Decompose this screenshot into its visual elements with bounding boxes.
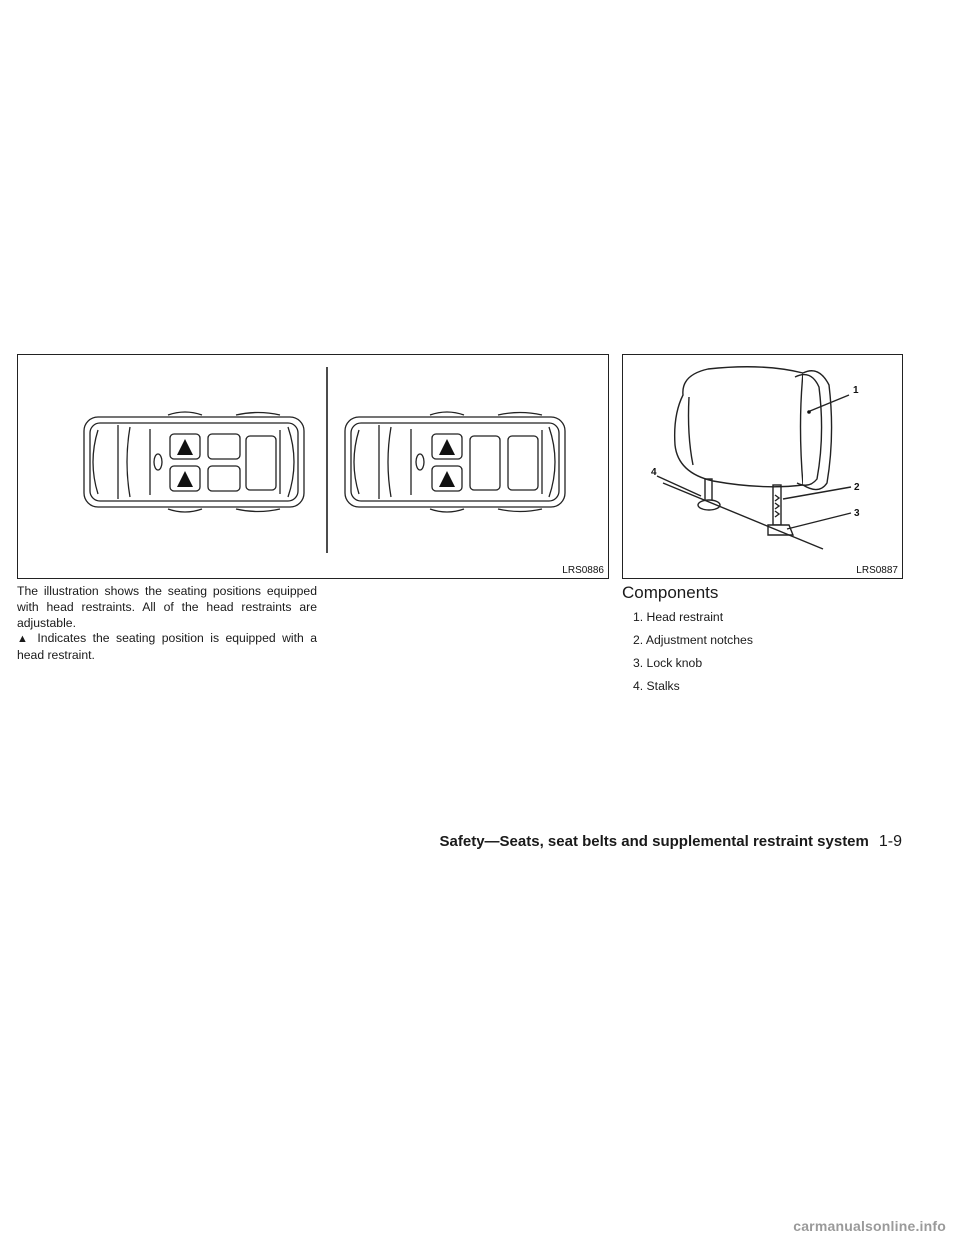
list-item: 4. Stalks [633,679,680,693]
seating-positions-figure [17,354,609,579]
seating-illustration [18,355,608,578]
section-title: Components [622,583,719,602]
callout-1: 1 [853,385,859,396]
seating-description: The illustration shows the seating positions equipped with head restraints. All of the head restraints are adjustable. [17,584,317,630]
page-number: 1-9 [878,833,902,850]
page-footer [440,833,902,851]
triangle-legend-text: Indicates the seating position is equipped with a head restraint. [17,631,317,662]
head-restraint-figure [622,354,903,579]
list-item: 1. Head restraint [633,610,724,624]
triangle-marker-icon: ▲ [17,633,31,645]
vehicle-right-seating-icon [345,412,565,512]
triangle-marker-icon [439,471,455,487]
figure-code: LRS0887 [856,565,898,576]
triangle-legend [17,631,317,664]
figure-code: LRS0886 [562,565,604,576]
watermark: carmanualsonline.info [793,1218,946,1234]
head-restraint-icon [623,355,902,578]
triangle-marker-icon [177,439,193,455]
callout-3: 3 [854,508,860,519]
triangle-marker-icon [177,471,193,487]
components-list [633,610,753,702]
vehicle-left-seating-icon [84,412,304,512]
list-item: 2. Adjustment notches [633,633,753,647]
footer-section-title: Safety—Seats, seat belts and supplemental restraint system [439,833,869,850]
list-item: 3. Lock knob [633,656,703,670]
callout-4: 4 [651,467,657,478]
triangle-marker-icon [439,439,455,455]
callout-2: 2 [854,482,860,493]
